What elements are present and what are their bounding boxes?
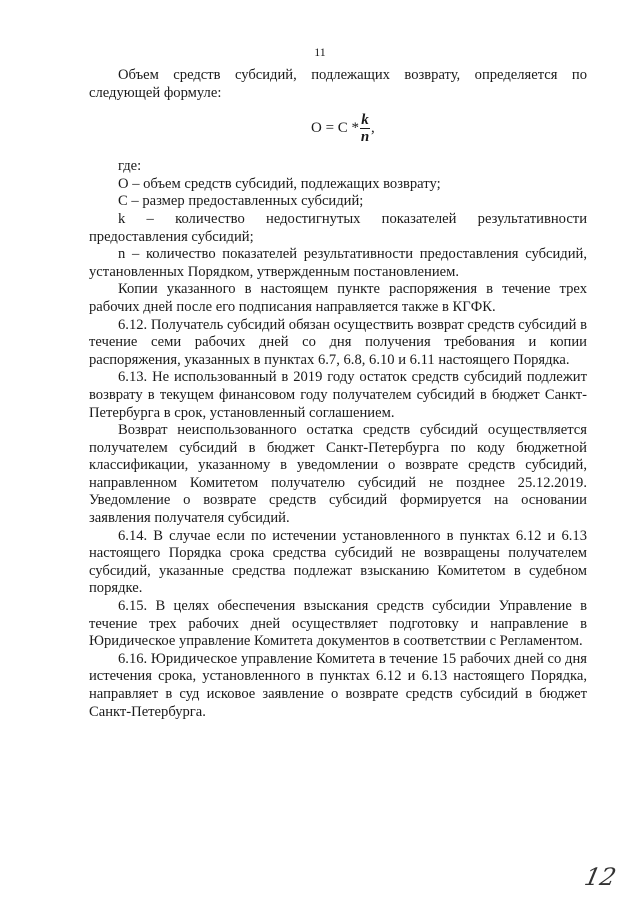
formula-denominator: n bbox=[360, 129, 370, 146]
formula bbox=[89, 102, 587, 158]
paragraph-6-12: 6.12. Получатель субсидий обязан осуществить возврат средств субсидий в течение семи рабочих дней со дня получения требования и копии распоряжения, указанных в пунктах 6.7, 6.8, 6.10 и 6.11 настоящего Порядка. bbox=[89, 316, 587, 368]
where-label: где: bbox=[118, 158, 142, 175]
paragraph-6-16: 6.16. Юридическое управление Комитета в течение 15 рабочих дней со дня истечения срока, установленного в пунктах 6.12 и 6.13 настоящего Порядка, направляет в суд исковое заявление о возврате средств субсидий в бюджет Санкт-Петербурга. bbox=[89, 650, 587, 720]
definition-n: n – количество показателей результативности предоставления субсидий, установленных Порядком, утвержденным постановлением. bbox=[89, 246, 587, 280]
page-number: 11 bbox=[314, 45, 326, 59]
paragraph-6-14: 6.14. В случае если по истечении установленного в пунктах 6.12 и 6.13 настоящего Порядка срока средства субсидий не возвращены получателем субсидий, указанные средства подлежат взысканию Комитетом в судебном порядке. bbox=[89, 527, 587, 597]
definition-c: C – размер предоставленных субсидий; bbox=[118, 193, 364, 210]
definition-o: O – объем средств субсидий, подлежащих возврату; bbox=[118, 175, 441, 192]
formula-trailing: , bbox=[371, 119, 375, 136]
definition-k: k – количество недостигнутых показателей результативности предоставления субсидий; bbox=[89, 210, 587, 245]
handwritten-page-number: 12 bbox=[582, 863, 619, 891]
formula-left: O = C * bbox=[311, 119, 360, 136]
intro-paragraph: Объем средств субсидий, подлежащих возврату, определяется по следующей формуле: bbox=[89, 67, 587, 101]
paragraph-6-15: 6.15. В целях обеспечения взыскания средств субсидии Управление в течение трех рабочих дней осуществляет подготовку и направление в Юридическое управление Комитета документов в соответствии с Регламентом. bbox=[89, 598, 587, 650]
formula-fraction bbox=[360, 112, 370, 145]
paragraph-6-13: 6.13. Не использованный в 2019 году остаток средств субсидий подлежит возврату в текущем финансовом году получателем субсидий в бюджет Санкт-Петербурга в срок, установленный соглашением. bbox=[89, 369, 587, 421]
paragraph-copies: Копии указанного в настоящем пункте распоряжения в течение трех рабочих дней после его подписания направляется также в КГФК. bbox=[89, 281, 587, 315]
document-body bbox=[89, 67, 587, 721]
formula-numerator: k bbox=[361, 112, 369, 129]
paragraph-return-remainder: Возврат неиспользованного остатка средств субсидий осуществляется получателем субсидий в бюджет Санкт-Петербурга по коду бюджетной классификации, указанному в уведомлении о возврате средств субсидий, направленном Комитетом получателю субсидий не позднее 25.12.2019. Уведомление о возврате средств субсидий формируется на основании заявления получателя субсидий. bbox=[89, 422, 587, 527]
